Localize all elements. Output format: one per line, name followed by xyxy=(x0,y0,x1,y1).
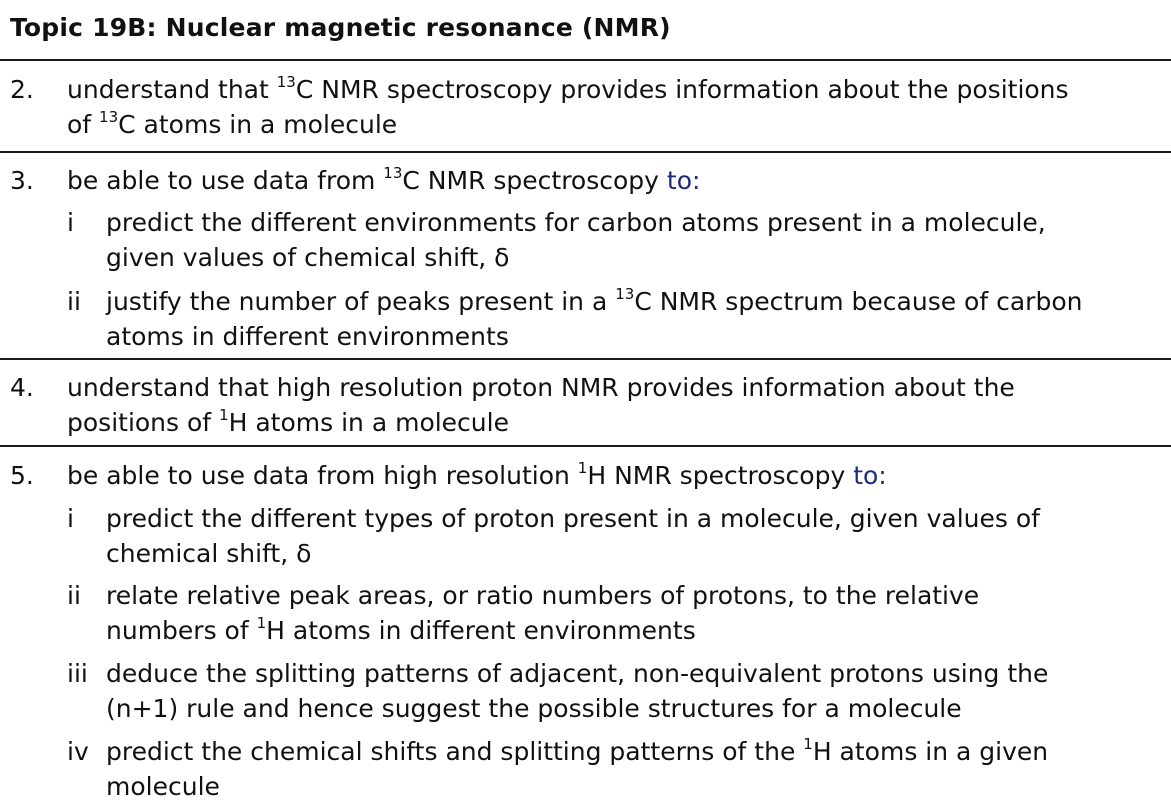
item-5-sub-iv-numeral: iv xyxy=(67,737,89,766)
item-5-sub-iii-numeral: iii xyxy=(67,659,88,688)
item-5-sub-ii-numeral: ii xyxy=(67,581,81,610)
item-3-sub-ii-numeral: ii xyxy=(67,287,81,316)
item-4-number: 4. xyxy=(10,373,34,402)
item-3-sub-ii-text: justify the number of peaks present in a $^{13}$C NMR spectrum because of carbon atoms in different environments xyxy=(106,285,1083,351)
item-2-text xyxy=(67,72,1069,142)
topic-title: Topic 19B: Nuclear magnetic resonance (NMR) xyxy=(10,13,671,42)
item-2-line-2: of $^{13}$C atoms in a molecule xyxy=(67,108,398,139)
item-3-intro: be able to use data from $^{13}$C NMR spectroscopy to: xyxy=(67,164,701,195)
divider-top xyxy=(0,59,1171,61)
item-5-sub-ii-text: relate relative peak areas, or ratio numbers of protons, to the relative numbers of $^1$H atoms in different environments xyxy=(106,581,980,645)
item-3-sub-i-text: predict the different environments for carbon atoms present in a molecule, given values of chemical shift, δ xyxy=(106,208,1046,272)
item-2-number: 2. xyxy=(10,75,34,104)
item-5-sub-i-text: predict the different types of proton present in a molecule, given values of chemical shift, δ xyxy=(106,504,1040,568)
item-5-sub-iv-text: predict the chemical shifts and splitting patterns of the $^1$H atoms in a given molecule xyxy=(106,735,1049,801)
item-5-sub-iii-text: deduce the splitting patterns of adjacent, non-equivalent protons using the (n+1) rule and hence suggest the possible structures for a molecule xyxy=(106,659,1049,723)
divider-3-4 xyxy=(0,358,1171,360)
divider-2-3 xyxy=(0,151,1171,153)
item-5-sub-i-numeral: i xyxy=(67,504,74,533)
item-3-number: 3. xyxy=(10,166,34,195)
item-5-number: 5. xyxy=(10,461,34,490)
item-4-text: understand that high resolution proton NMR provides information about the positions of $^1$H atoms in a molecule xyxy=(67,373,1015,437)
item-2-line-1: understand that $^{13}$C NMR spectroscopy provides information about the positions xyxy=(67,73,1069,104)
item-3-sub-i-numeral: i xyxy=(67,208,74,237)
divider-4-5 xyxy=(0,445,1171,447)
item-5-intro: be able to use data from high resolution $^1$H NMR spectroscopy to: xyxy=(67,459,887,490)
